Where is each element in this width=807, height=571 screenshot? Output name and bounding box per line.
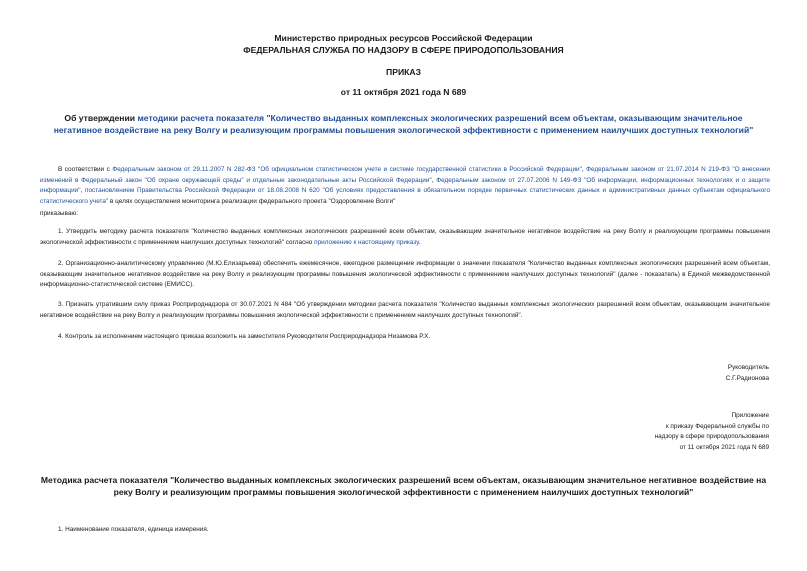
order-title-link[interactable]: методики расчета показателя "Количество выданных комплексных экологических разрешений всем объектам, оказывающим значительное негативное воздействие на реку Волгу и реализующим программы повышения экологической эффективности с применением наилучших доступных технологий" [53, 113, 754, 135]
intro-text-5: в целях осуществления мониторинга реализации федерального проекта "Оздоровление Волги" [108, 197, 396, 205]
order-label: ПРИКАЗ [386, 67, 421, 77]
intro-text-4: , [80, 187, 86, 194]
method-item-1: 1. Наименование показателя, единица измерения. [58, 526, 209, 533]
law-link-282fz[interactable]: Федеральным законом от 29.11.2007 N 282-ФЗ "Об официальном статистическом учете и системе государственной статистики в Российской Федерации" [112, 166, 582, 173]
intro-text-3: , [431, 176, 437, 184]
signature-role: Руководитель [727, 364, 769, 371]
intro-paragraph [40, 165, 770, 207]
signature-name: С.Г.Радионова [725, 375, 769, 382]
law-link-149fz[interactable]: Федеральным законом от 27.07.2006 N 149-ФЗ "Об информации, информационных технологиях и о защите информации" [40, 176, 770, 194]
method-title: Методика расчета показателя "Количество выданных комплексных экологических разрешений всем объектам, оказывающим значительное негативное воздействие на реку Волгу и реализующим программы повышения экологической эффективности с применением наилучших доступных технологий" [40, 475, 767, 497]
order-item-1-end: . [418, 238, 421, 246]
order-item-1-text: 1. Утвердить методику расчета показателя "Количество выданных комплексных экологических разрешений всем объектам, оказывающим значительное негативное воздействие на реку Волгу и реализующим программы повышения экологической эффективности с применением наилучших доступных технологий" согласно [40, 228, 770, 246]
ministry-name: Министерство природных ресурсов Российской Федерации [274, 33, 533, 43]
appendix-link[interactable]: приложению к настоящему приказу [314, 238, 419, 246]
law-link-219fz[interactable]: Федеральным законом от 21.07.2014 N 219-ФЗ "О внесении изменений в Федеральный закон "Об охране окружающей среды" и отдельные законодательные акты Российской Федерации" [40, 166, 770, 184]
appendix-line-2: к приказу Федеральной службы по [665, 422, 769, 430]
appendix-line-4: от 11 октября 2021 года N 689 [679, 443, 769, 451]
appendix-line-3: надзору в сфере природопользования [654, 433, 769, 440]
order-title [40, 112, 767, 136]
appendix-line-1: Приложение [731, 412, 769, 419]
appendix-block [569, 411, 769, 453]
order-date: от 11 октября 2021 года N 689 [340, 87, 467, 97]
intro-text-2: , [581, 166, 587, 173]
order-item-1 [40, 227, 770, 248]
order-item-2: 2. Организационно-аналитическому управлению (М.Ю.Елизарьева) обеспечить ежемесячное, ежегодное размещение информации о значении показателя "Количество выданных комплексных экологических разрешений всем объектам, оказывающим значительное негативное воздействие на реку Волгу и реализующим программы повышения экологической эффективности с применением наилучших доступных технологий" (далее - показатель) в Единой межведомственной информационно-статистической системе (ЕМИСС). [40, 260, 770, 288]
service-name: ФЕДЕРАЛЬНАЯ СЛУЖБА ПО НАДЗОРУ В СФЕРЕ ПРИРОДОПОЛЬЗОВАНИЯ [243, 45, 564, 55]
resolution-link-620[interactable]: постановлением Правительства Российской Федерации от 18.08.2008 N 620 "Об условиях предоставления в обязательном порядке первичных статистических данных и административных данных субъектам официального статистического учета" [40, 187, 770, 205]
ordering-word: приказываю: [40, 210, 78, 217]
intro-text-1: В соответствии с [58, 166, 113, 173]
order-item-3: 3. Признать утратившим силу приказ Росприроднадзора от 30.07.2021 N 484 "Об утверждении методики расчета показателя "Количество выданных комплексных экологических разрешений всем объектам, оказывающим значительное негативное воздействие на реку Волгу и реализующим программы повышения экологической эффективности с применением наилучших доступных технологий". [40, 301, 770, 319]
order-title-prefix: Об утверждении [64, 113, 138, 123]
order-item-4: 4. Контроль за исполнением настоящего приказа возложить на заместителя Руководителя Росприроднадзора Низамова Р.Х. [58, 333, 431, 340]
